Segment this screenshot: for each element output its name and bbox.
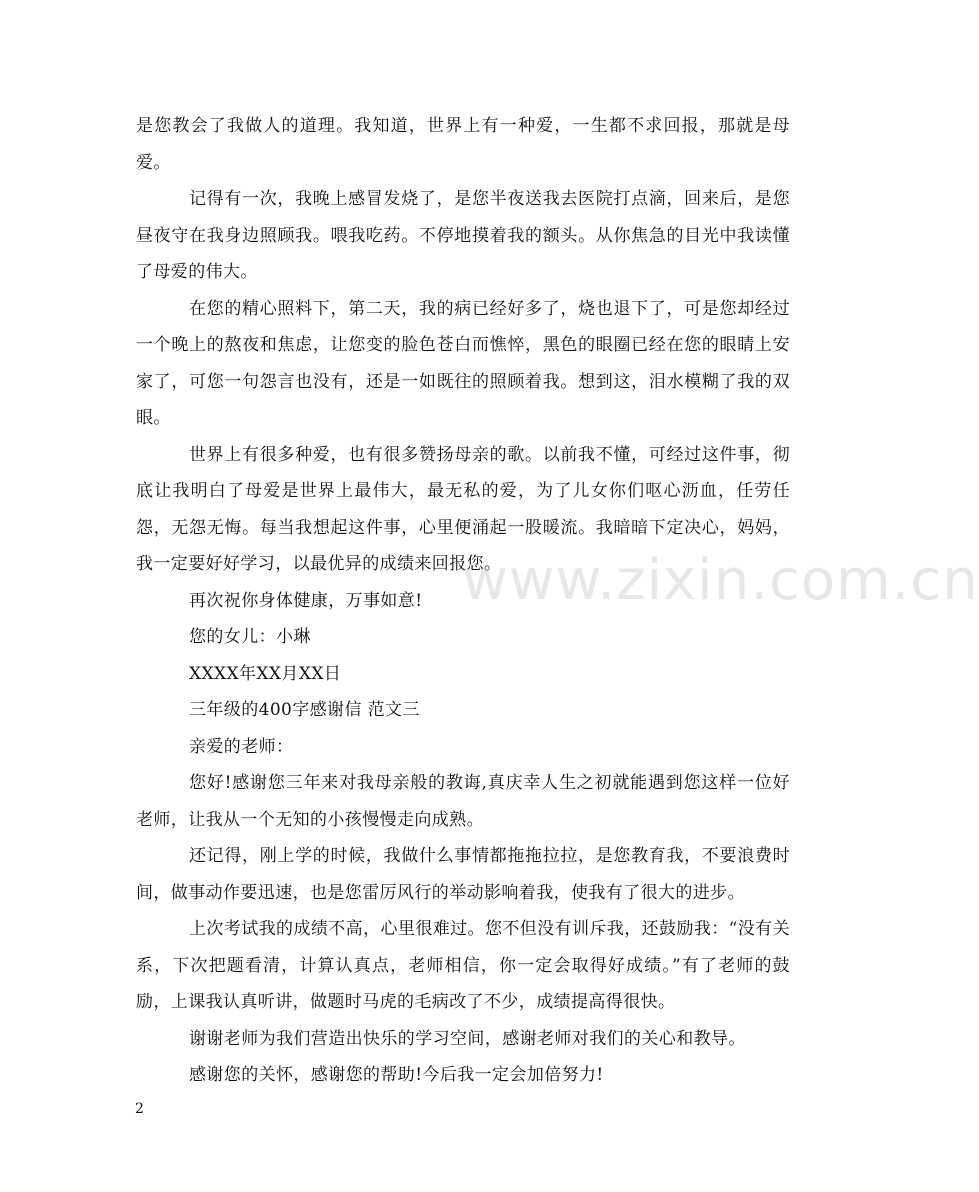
- salutation: 亲爱的老师：: [189, 736, 294, 757]
- paragraph-14: 感谢您的关怀，感谢您的帮助!今后我一定会加倍努力!: [189, 1065, 604, 1085]
- signature-line: 您的女儿：小琳: [189, 627, 311, 647]
- paragraph-1: 是您教会了我做人的道理。我知道，世界上有一种爱，一生都不求回报，那就是母爱。: [136, 116, 790, 173]
- date-line: XXXX年XX月XX日: [189, 663, 342, 684]
- paragraph-4: 世界上有很多种爱，也有很多赞扬母亲的歌。以前我不懂，可经过这件事，彻底让我明白了母爱是世界上最伟大，最无私的爱，为了儿女你们呕心沥血，任劳任怨，无怨无悔。每当我想起这件事，心里便涌起一股暖流。我暗暗下定决心，妈妈，我一定要好好学习，以最优异的成绩来回报您。: [136, 444, 790, 574]
- paragraph-2: 记得有一次，我晚上感冒发烧了，是您半夜送我去医院打点滴，回来后，是您昼夜守在我身边照顾我。喂我吃药。不停地摸着我的额头。从你焦急的目光中我读懂了母爱的伟大。: [136, 189, 790, 282]
- page-number: 2: [135, 1101, 144, 1117]
- paragraph-11: 还记得，刚上学的时候，我做什么事情都拖拖拉拉，是您教育我，不要浪费时间，做事动作要迅速，也是您雷厉风行的举动影响着我，使我有了很大的进步。: [136, 846, 790, 903]
- closing-wish: 再次祝你身体健康，万事如意!: [189, 590, 423, 611]
- watermark: www.zixin.com.cn: [462, 548, 979, 613]
- section-title: 三年级的400字感谢信 范文三: [189, 700, 420, 720]
- document-body: [136, 108, 790, 1094]
- paragraph-12: 上次考试我的成绩不高，心里很难过。您不但没有训斥我，还鼓励我：“没有关系，下次把题看清，计算认真点，老师相信，你一定会取得好成绩。”有了老师的鼓励，上课我认真听讲，做题时马虎的毛病改了不少，成绩提高得很快。: [136, 919, 790, 1012]
- paragraph-3: 在您的精心照料下，第二天，我的病已经好多了，烧也退下了，可是您却经过一个晚上的熬夜和焦虑，让您变的脸色苍白而憔悴，黑色的眼圈已经在您的眼睛上安家了，可您一句怨言也没有，还是一如既往的照顾着我。想到这，泪水模糊了我的双眼。: [136, 298, 790, 428]
- paragraph-13: 谢谢老师为我们营造出快乐的学习空间，感谢老师对我们的关心和教导。: [189, 1028, 746, 1049]
- paragraph-10: 您好!感谢您三年来对我母亲般的教诲,真庆幸人生之初就能遇到您这样一位好老师，让我从一个无知的小孩慢慢走向成熟。: [136, 773, 790, 830]
